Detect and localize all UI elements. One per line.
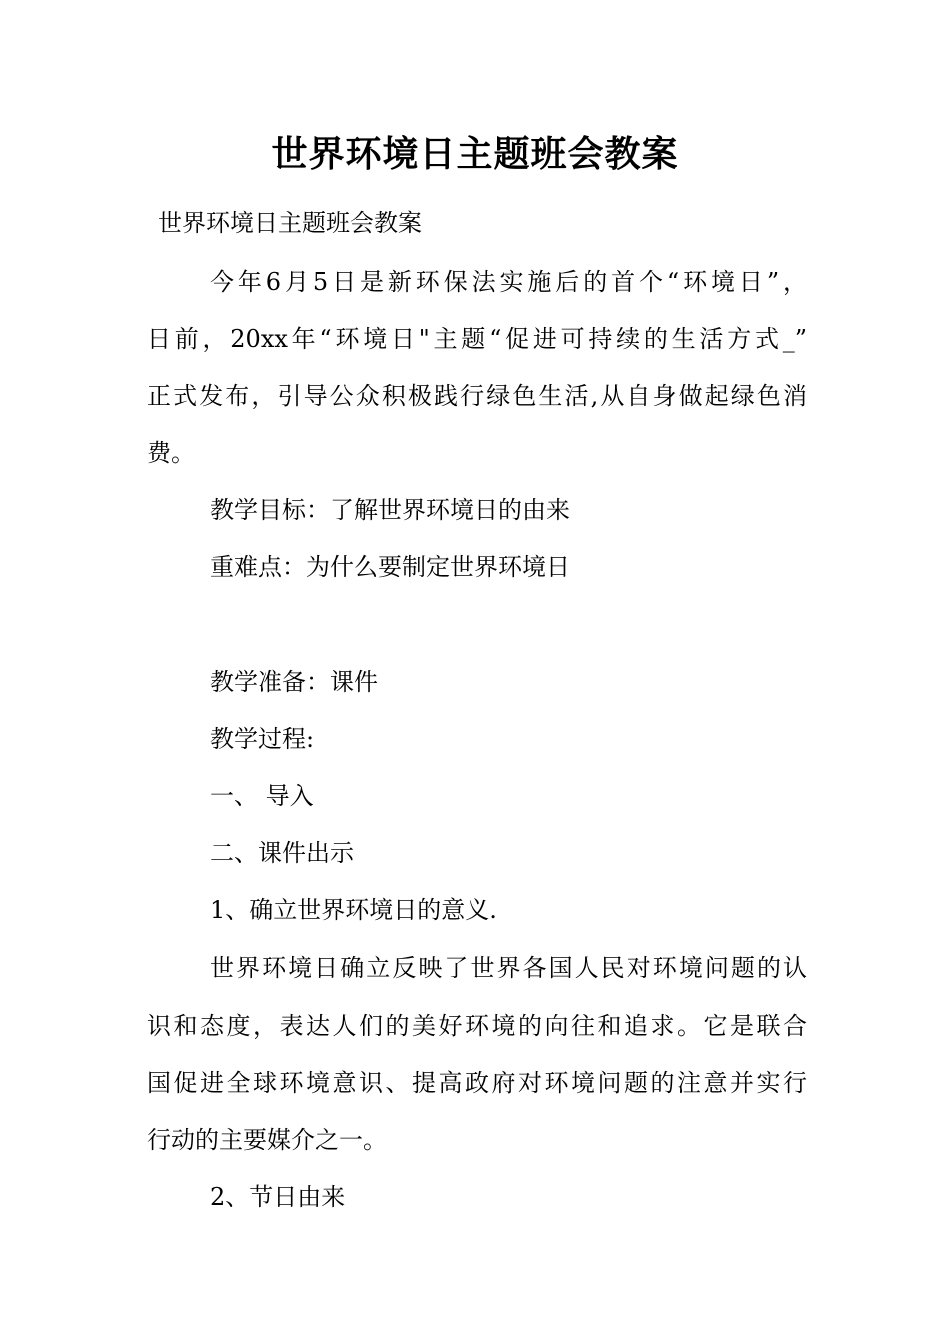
intro-line-2: 日前，20xx年“环境日"主题“促进可持续的生活方式_”	[147, 325, 807, 353]
meaning-line-2: 识和态度，表达人们的美好环境的向往和追求。它是联合	[147, 1012, 807, 1040]
point-origin-heading: 2、节日由来	[210, 1183, 346, 1211]
intro-line-4: 费。	[147, 439, 195, 467]
intro-line-3: 正式发布，引导公众积极践行绿色生活,从自身做起绿色消	[147, 382, 807, 410]
document-title: 世界环境日主题班会教案	[271, 133, 679, 175]
intro-line-1: 今年6月5日是新环保法实施后的首个“环境日”，	[210, 268, 807, 296]
step-introduction: 一、 导入	[210, 782, 314, 810]
point-meaning-heading: 1、确立世界环境日的意义.	[210, 896, 497, 924]
key-difficulty: 重难点：为什么要制定世界环境日	[210, 553, 570, 581]
step-courseware: 二、课件出示	[210, 839, 354, 867]
meaning-line-1: 世界环境日确立反映了世界各国人民对环境问题的认	[210, 954, 807, 982]
meaning-line-3: 国促进全球环境意识、提高政府对环境问题的注意并实行	[147, 1069, 807, 1097]
teaching-preparation: 教学准备：课件	[210, 668, 378, 696]
teaching-goal: 教学目标：了解世界环境日的由来	[210, 496, 570, 524]
meaning-line-4: 行动的主要媒介之一。	[147, 1126, 387, 1154]
teaching-process: 教学过程:	[210, 725, 315, 753]
document-subtitle: 世界环境日主题班会教案	[158, 209, 422, 237]
